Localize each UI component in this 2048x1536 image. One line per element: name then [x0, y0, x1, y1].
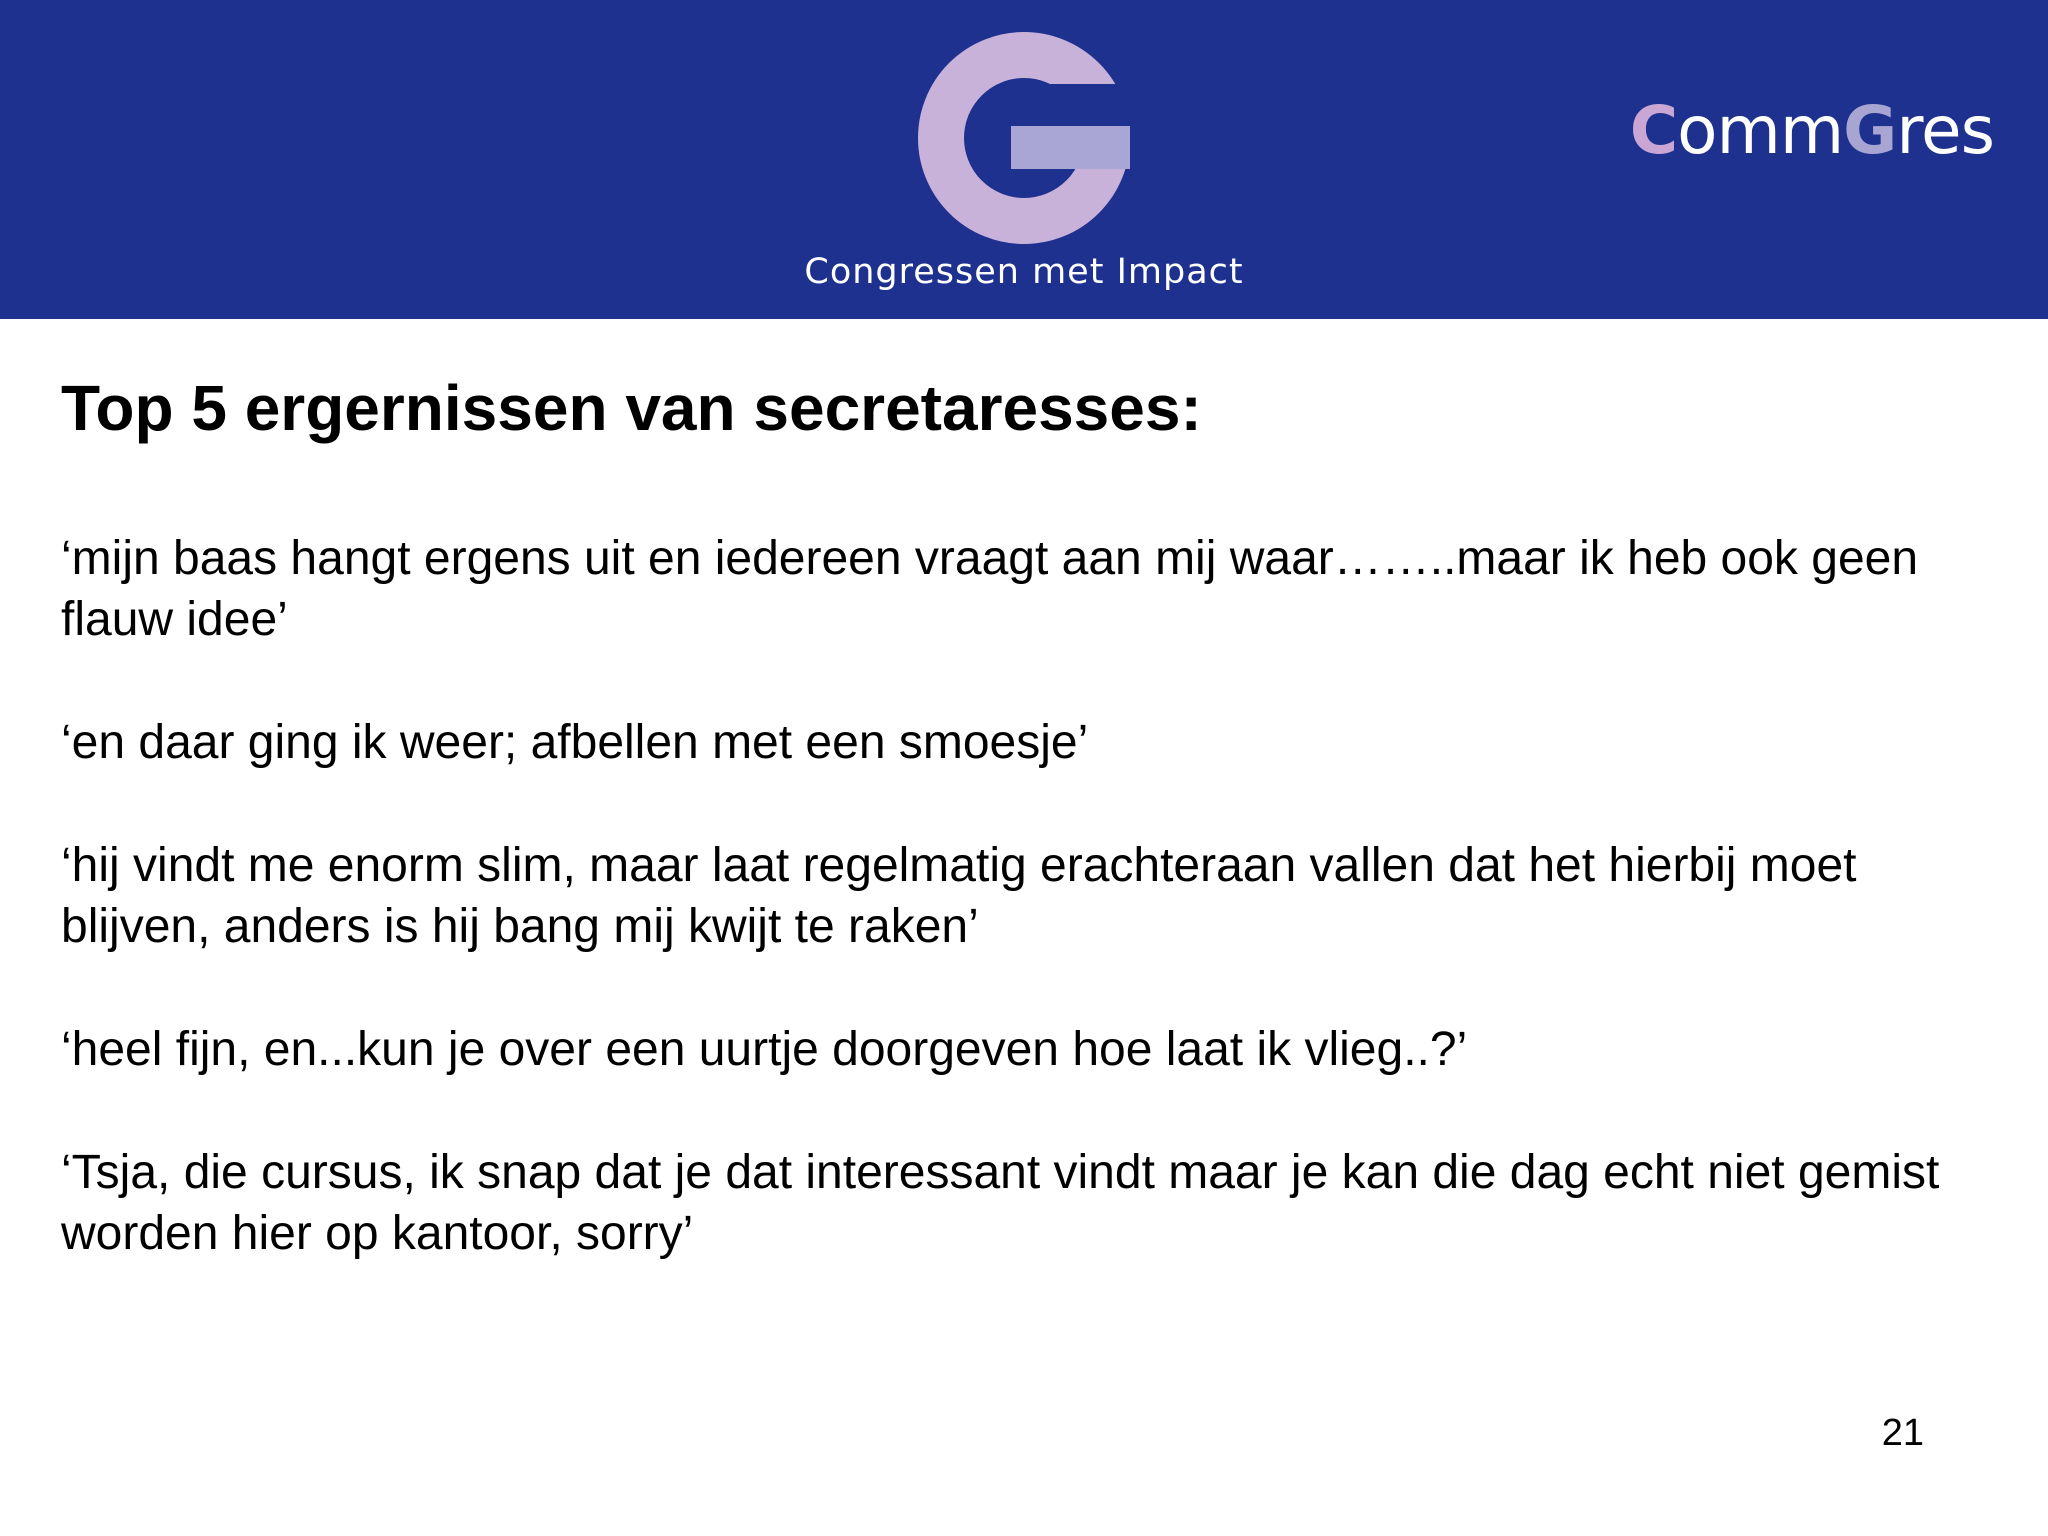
brand-letter-g: G: [1843, 92, 1897, 169]
quote-item: ‘mijn baas hangt ergens uit en iedereen vraagt aan mij waar……..maar ik heb ook geen flauw idee’: [61, 531, 1919, 646]
tagline: Congressen met Impact: [804, 252, 1244, 292]
brand-text-omm: omm: [1677, 92, 1844, 169]
quote-item: ‘hij vindt me enorm slim, maar laat regelmatig erachteraan vallen dat het hierbij moet blijven, anders is hij bang mij kwijt te raken’: [61, 838, 1857, 953]
brand-letter-c: C: [1629, 92, 1678, 169]
brand-logo: [1629, 92, 1994, 169]
quote-item: ‘en daar ging ik weer; afbellen met een smoesje’: [61, 715, 1089, 769]
quote-list: [61, 528, 2001, 1264]
brand-text-res: res: [1896, 92, 1994, 169]
page-number: 21: [1881, 1412, 1924, 1454]
slide-title: Top 5 ergernissen van secretaresses:: [61, 372, 1202, 444]
quote-item: ‘heel fijn, en...kun je over een uurtje doorgeven hoe laat ik vlieg..?’: [61, 1022, 1468, 1076]
quote-item: ‘Tsja, die cursus, ik snap dat je dat interessant vindt maar je kan die dag echt niet gemist worden hier op kantoor, sorry’: [61, 1145, 1940, 1260]
g-logo-icon: [918, 32, 1130, 244]
header-banner: [0, 0, 2048, 319]
slide-content: [61, 372, 2001, 1326]
